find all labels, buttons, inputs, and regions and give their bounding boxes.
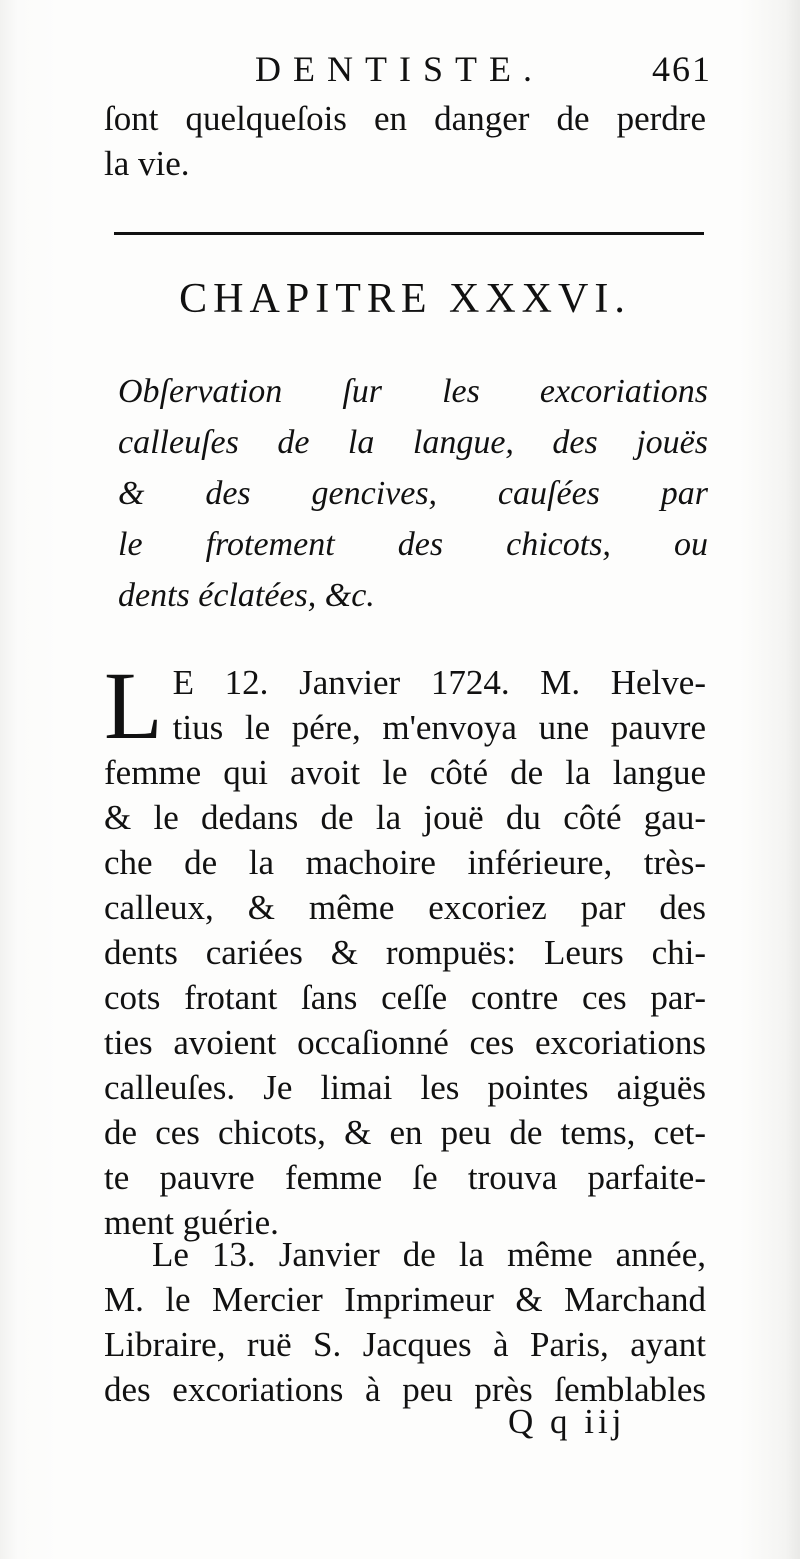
text-line: te pauvre femme ſe trouva parfaite-: [104, 1158, 706, 1197]
running-head: [255, 48, 712, 98]
text-line: tius le pére, m'envoya une pauvre: [172, 708, 706, 747]
paragraph-1: [104, 652, 706, 1245]
text-line: calleuſes. Je limai les pointes aiguës: [104, 1068, 706, 1107]
chapter-rule: [114, 232, 704, 235]
text-line: che de la machoire inférieure, très-: [104, 843, 706, 882]
continued-text: [104, 96, 706, 186]
text-line: ſont quelqueſois en danger de perdre: [104, 99, 706, 138]
page-number: 461: [652, 49, 712, 89]
text-line: femme qui avoit le côté de la langue: [104, 753, 706, 792]
text-line: la vie.: [104, 144, 190, 183]
signature-mark: Q q iij: [508, 1402, 626, 1441]
text-line: de ces chicots, & en peu de tems, cet-: [104, 1113, 706, 1152]
text-line: ment guérie.: [104, 1203, 279, 1242]
text-line: E 12. Janvier 1724. M. Helve-: [172, 663, 706, 702]
text-line: calleux, & même excoriez par des: [104, 888, 706, 927]
text-line: & le dedans de la jouë du côté gau-: [104, 798, 706, 837]
text-line: dents cariées & rompuës: Leurs chi-: [104, 933, 706, 972]
text-line: cots frotant ſans ceſſe contre ces par-: [104, 978, 706, 1017]
subtitle-line: le frotement des chicots, ou: [118, 526, 708, 563]
subtitle-line: & des gencives, cauſées par: [118, 475, 708, 512]
text-line: M. le Mercier Imprimeur & Marchand: [104, 1280, 706, 1319]
text-line: Libraire, ruë S. Jacques à Paris, ayant: [104, 1325, 706, 1364]
chapter-subtitle: [118, 366, 708, 621]
text-line: Le 13. Janvier de la même année,: [152, 1235, 706, 1274]
text-line: des excoriations à peu près ſemblables: [104, 1370, 706, 1409]
subtitle-line: Obſervation ſur les excoriations: [118, 373, 708, 410]
drop-cap: L: [104, 652, 163, 759]
subtitle-line: dents éclatées, &c.: [118, 577, 375, 614]
running-title: DENTISTE.: [255, 49, 544, 89]
text-line: ties avoient occaſionné ces excoriations: [104, 1023, 706, 1062]
subtitle-line: calleuſes de la langue, des jouës: [118, 424, 708, 461]
chapter-heading: CHAPITRE XXXVI.: [179, 276, 631, 322]
paragraph-2: [104, 1232, 706, 1412]
